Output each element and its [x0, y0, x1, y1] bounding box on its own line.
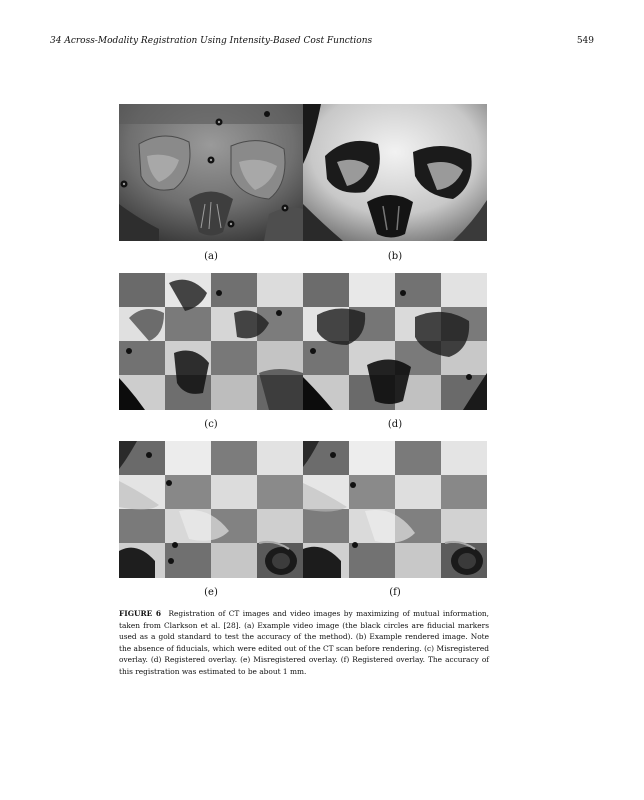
checkerboard-overlay-closeup-misregistered: [119, 441, 303, 578]
chapter-title: 34 Across-Modality Registration Using Intensity-Based Cost Functions: [50, 36, 373, 46]
page-number: 549: [576, 36, 594, 46]
video-image: [119, 104, 303, 241]
figure-panel-c-misregistered-overlay: [119, 273, 303, 410]
figure-caption: [119, 608, 489, 678]
figure-caption-text: Registration of CT images and video images by maximizing of mutual information, taken from Clarkson et al. [28]. (a) Example video image (the black circles are fiducial markers used as a gold standard to test the accuracy of the method). (b) Example rendered image. Note the absence of fiducials, which were edited out of the CT scan before rendering. (c) Misregistered overlay. (d) Registered overlay. (e) Misregistered overlay. (f) Registered overlay. The accuracy of this registration was estimated to be about 1 mm.: [119, 609, 489, 676]
figure-panel-d-registered-overlay: [303, 273, 487, 410]
figure-panel-a-video-image: [119, 104, 303, 241]
checkerboard-overlay-registered: [303, 273, 487, 410]
rendered-image: [303, 104, 487, 241]
panel-label-d: (d): [387, 419, 403, 430]
figure-panel-f-registered-overlay: [303, 441, 487, 578]
panel-label-f: (f): [389, 587, 401, 598]
figure-panel-e-misregistered-overlay: [119, 441, 303, 578]
checkerboard-overlay-misregistered: [119, 273, 303, 410]
panel-label-b: (b): [387, 251, 403, 262]
running-head: [50, 36, 594, 52]
figure-panel-b-rendered-image: [303, 104, 487, 241]
figure-caption-label: FIGURE 6: [119, 609, 162, 618]
panel-label-e: (e): [204, 587, 218, 598]
panel-label-a: (a): [204, 251, 218, 262]
panel-label-c: (c): [204, 419, 218, 430]
checkerboard-overlay-closeup-registered: [303, 441, 487, 578]
